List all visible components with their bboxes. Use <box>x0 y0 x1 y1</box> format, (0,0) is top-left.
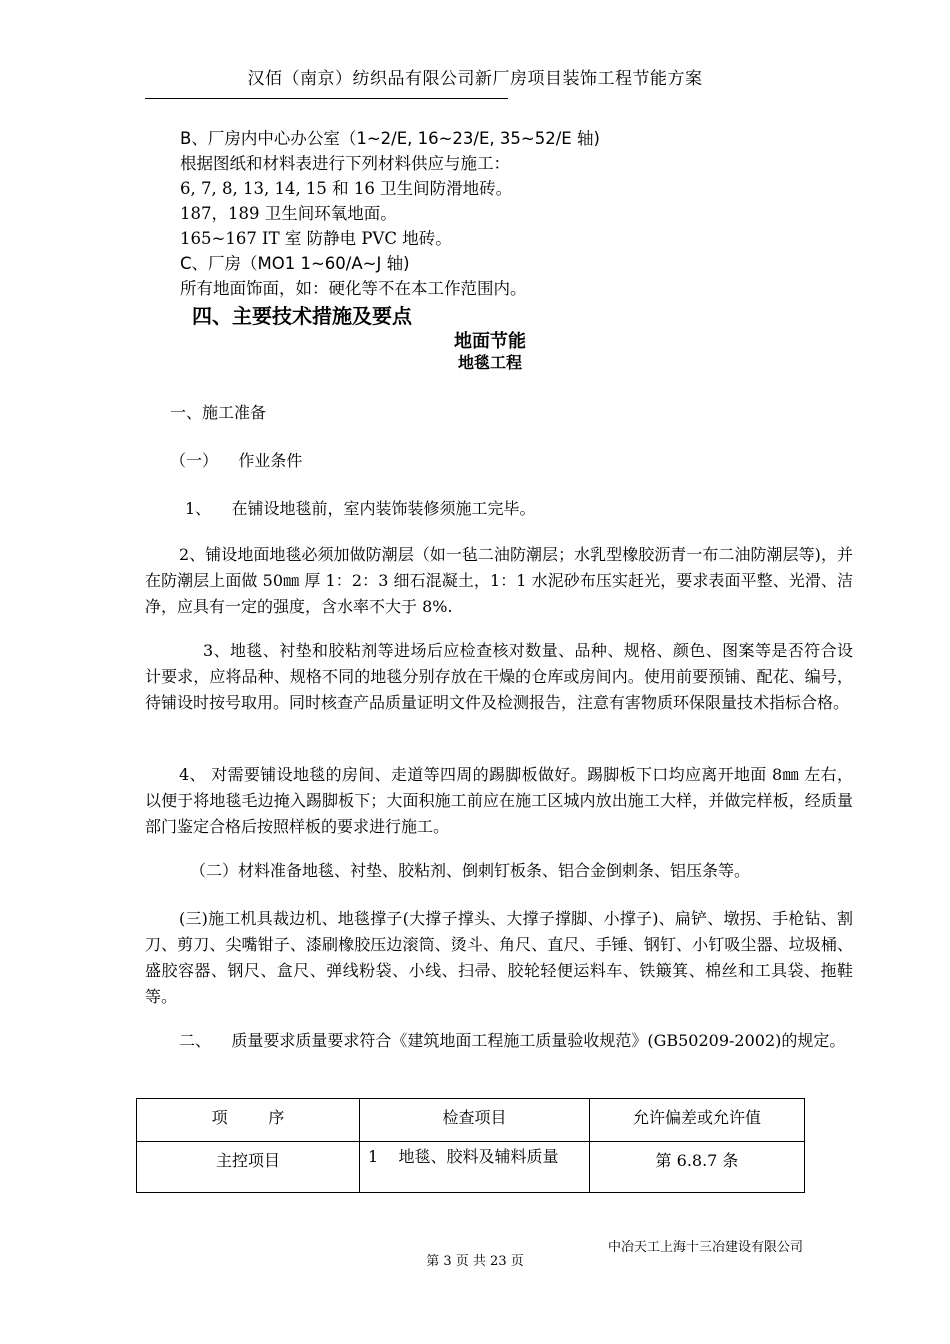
materials-prep: （二）材料准备地毯、衬垫、胶粘剂、倒刺钉板条、铝合金倒刺条、铝压条等。 <box>190 861 751 880</box>
table-header-row <box>137 1099 805 1142</box>
subheading-carpet-work: 地毯工程 <box>457 353 522 372</box>
footer-company: 中冶天工上海十三冶建设有限公司 <box>608 1240 804 1255</box>
scope-line-1: B、厂房内中心办公室（1~2/E, 16~23/E, 35~52/E 轴) <box>180 129 600 148</box>
table-cell: 1 地毯、胶料及辅料质量 <box>360 1142 590 1193</box>
quality-requirements: 二、 质量要求质量要求符合《建筑地面工程施工质量验收规范》(GB50209-2002)的规定。 <box>179 1031 846 1050</box>
table-header-cell: 检查项目 <box>360 1099 590 1142</box>
quality-table <box>136 1098 805 1193</box>
scope-line-7: 所有地面饰面，如：硬化等不在本工作范围内。 <box>180 279 527 298</box>
section-heading: 四、主要技术措施及要点 <box>192 304 412 328</box>
scope-line-2: 根据图纸和材料表进行下列材料供应与施工： <box>180 154 510 173</box>
header-divider <box>145 98 508 99</box>
prep-heading: 一、施工准备 <box>170 403 267 422</box>
page-header-title: 汉佰（南京）纺织品有限公司新厂房项目装饰工程节能方案 <box>247 69 703 89</box>
subheading-floor-energy: 地面节能 <box>454 331 526 352</box>
table-cell: 主控项目 <box>137 1142 360 1193</box>
scope-line-5: 165~167 IT 室 防静电 PVC 地砖。 <box>180 229 452 248</box>
scope-line-3: 6, 7, 8, 13, 14, 15 和 16 卫生间防滑地砖。 <box>180 179 513 198</box>
footer-page-number: 第 3 页 共 23 页 <box>426 1254 524 1269</box>
table-cell: 第 6.8.7 条 <box>590 1142 805 1193</box>
table-row <box>137 1142 805 1193</box>
table-header-cell: 项 序 <box>137 1099 360 1142</box>
condition-item-2: 2、铺设地面地毯必须加做防潮层（如一毡二油防潮层；水乳型橡胶沥青一布二油防潮层等)，并在防潮层上面做 50㎜ 厚 1：2：3 细石混凝土，1：1 水泥砂布压实赶光，要求表面平整、光滑、洁净，应具有一定的强度，含水率不大于 8%. <box>145 545 853 616</box>
construction-tools: (三)施工机具裁边机、地毯撑子(大撑子撑头、大撑子撑脚、小撑子)、扁铲、墩拐、手枪钻、割刀、剪刀、尖嘴钳子、漆刷橡胶压边滚筒、烫斗、角尺、直尺、手锤、钢钉、小钉吸尘器、垃圾桶、盛胶容器、钢尺、盒尺、弹线粉袋、小线、扫帚、胶轮轻便运料车、铁簸箕、棉丝和工具袋、拖鞋等。 <box>145 909 853 1006</box>
scope-line-4: 187，189 卫生间环氧地面。 <box>180 204 397 223</box>
condition-item-1: 1、 在铺设地毯前，室内装饰装修须施工完毕。 <box>185 499 536 518</box>
condition-item-4: 4、 对需要铺设地毯的房间、走道等四周的踢脚板做好。踢脚板下口均应离开地面 8㎜ 左右，以便于将地毯毛边掩入踢脚板下；大面积施工前应在施工区城内放出施工大样，并做完样板，经质量部门鉴定合格后按照样板的要求进行施工。 <box>145 765 853 836</box>
conditions-heading: （一） 作业条件 <box>170 451 303 470</box>
table-header-cell: 允许偏差或允许值 <box>590 1099 805 1142</box>
scope-line-6: C、厂房（MO1 1~60/A~J 轴) <box>180 254 410 273</box>
condition-item-3: 3、地毯、衬垫和胶粘剂等进场后应检查核对数量、品种、规格、颜色、图案等是否符合设计要求，应将品种、规格不同的地毯分别存放在干燥的仓库或房间内。使用前要预铺、配花、编号，待铺设时按号取用。同时核查产品质量证明文件及检测报告，注意有害物质环保限量技术指标合格。 <box>145 641 853 712</box>
